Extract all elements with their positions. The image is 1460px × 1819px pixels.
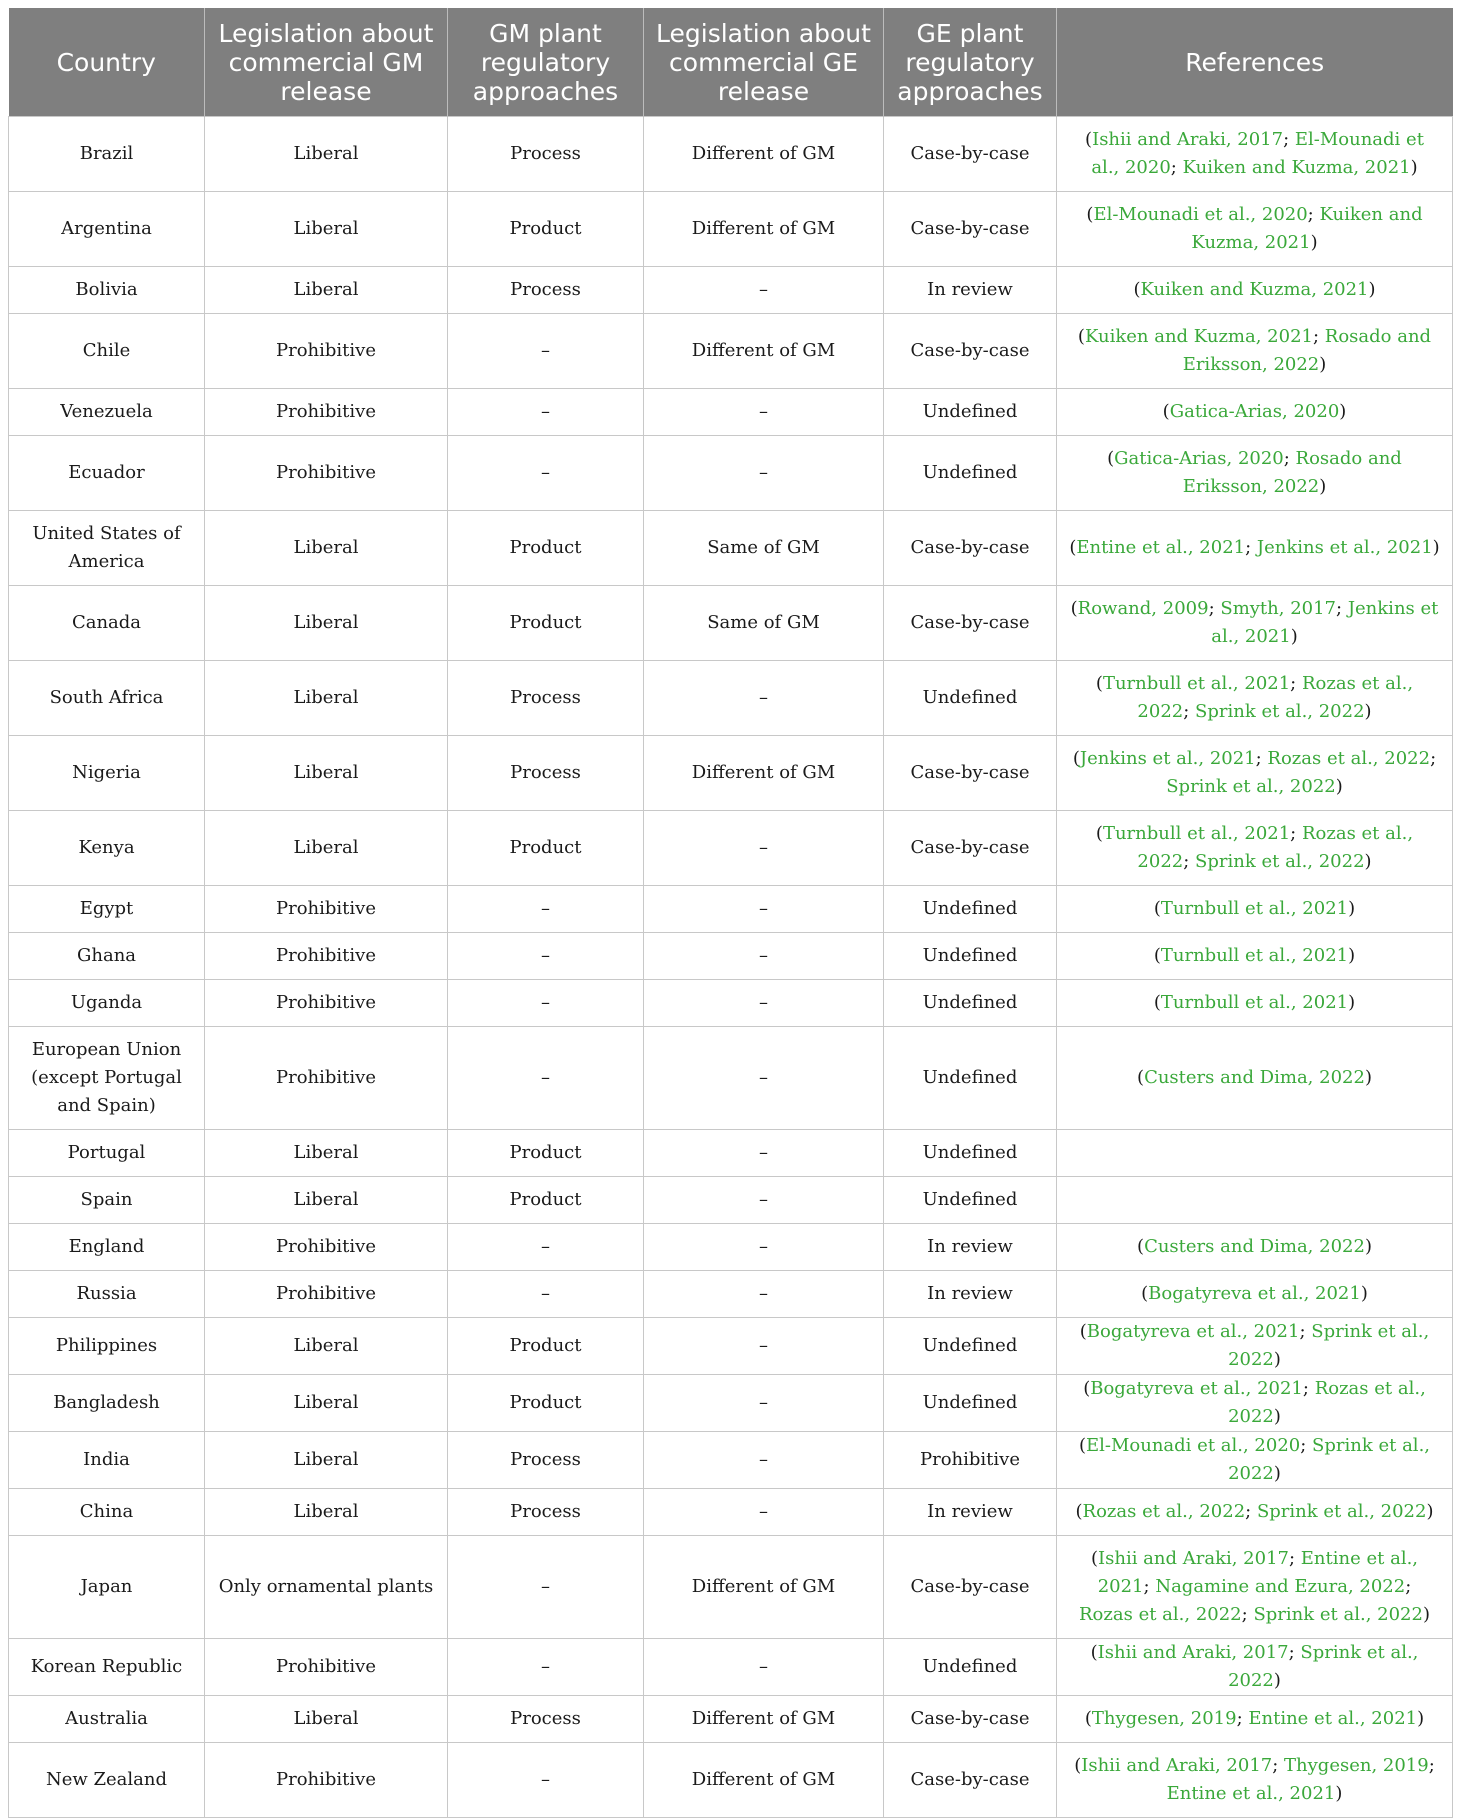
- table-row: [9, 1375, 1453, 1432]
- reference-link[interactable]: Sprink et al., 2022: [1256, 1501, 1427, 1522]
- cell-ge-release: Different of GM: [644, 1743, 884, 1818]
- table-row: [9, 1271, 1453, 1318]
- cell-gm-release: Liberal: [205, 192, 448, 267]
- reference-link[interactable]: Entine et al., 2021: [1097, 1548, 1419, 1597]
- cell-ge-approach: Case-by-case: [884, 736, 1057, 811]
- reference-link[interactable]: Entine et al., 2021: [1166, 1783, 1336, 1804]
- cell-gm-approach: Process: [448, 1489, 644, 1536]
- cell-ge-release: –: [644, 1027, 884, 1130]
- cell-references: (Ishii and Araki, 2017; El-Mounadi et al., 2020; Kuiken and Kuzma, 2021): [1057, 117, 1453, 192]
- cell-gm-approach: –: [448, 314, 644, 389]
- cell-country: Bangladesh: [9, 1375, 205, 1432]
- reference-link[interactable]: El-Mounadi et al., 2020: [1086, 1435, 1301, 1456]
- cell-references: (Bogatyreva et al., 2021; Sprink et al., 2022): [1057, 1318, 1453, 1375]
- table-row: [9, 267, 1453, 314]
- cell-ge-approach: Case-by-case: [884, 586, 1057, 661]
- header-country: Country: [9, 8, 205, 117]
- cell-ge-release: –: [644, 1639, 884, 1696]
- cell-gm-release: Liberal: [205, 1432, 448, 1489]
- cell-country: Spain: [9, 1177, 205, 1224]
- cell-gm-release: Prohibitive: [205, 980, 448, 1027]
- table-row: [9, 811, 1453, 886]
- cell-ge-release: –: [644, 436, 884, 511]
- header-ge-release: Legislation about commercial GE release: [644, 8, 884, 117]
- cell-gm-approach: Product: [448, 1375, 644, 1432]
- reference-link[interactable]: Rozas et al., 2022: [1082, 1501, 1246, 1522]
- reference-link[interactable]: Turnbull et al., 2021: [1102, 823, 1291, 844]
- cell-references: (Ishii and Araki, 2017; Thygesen, 2019; Entine et al., 2021): [1057, 1743, 1453, 1818]
- cell-ge-release: –: [644, 811, 884, 886]
- table-row: [9, 586, 1453, 661]
- cell-ge-approach: Undefined: [884, 1318, 1057, 1375]
- cell-ge-approach: Undefined: [884, 1130, 1057, 1177]
- cell-ge-approach: Undefined: [884, 1639, 1057, 1696]
- cell-country: Korean Republic: [9, 1639, 205, 1696]
- cell-country: Chile: [9, 314, 205, 389]
- cell-ge-release: Different of GM: [644, 314, 884, 389]
- reference-link[interactable]: Kuiken and Kuzma, 2021: [1140, 279, 1369, 300]
- cell-ge-approach: Prohibitive: [884, 1432, 1057, 1489]
- reference-link[interactable]: Jenkins et al., 2021: [1211, 598, 1439, 647]
- cell-ge-approach: Case-by-case: [884, 811, 1057, 886]
- cell-ge-approach: Undefined: [884, 661, 1057, 736]
- cell-references: (Kuiken and Kuzma, 2021): [1057, 267, 1453, 314]
- table-row: [9, 1224, 1453, 1271]
- cell-country: Kenya: [9, 811, 205, 886]
- cell-gm-approach: Product: [448, 811, 644, 886]
- cell-gm-release: Liberal: [205, 117, 448, 192]
- table-row: [9, 1696, 1453, 1743]
- cell-gm-approach: –: [448, 1271, 644, 1318]
- cell-ge-approach: In review: [884, 1271, 1057, 1318]
- reference-link[interactable]: Turnbull et al., 2021: [1102, 673, 1291, 694]
- cell-gm-release: Prohibitive: [205, 1743, 448, 1818]
- cell-gm-release: Prohibitive: [205, 436, 448, 511]
- cell-ge-release: –: [644, 980, 884, 1027]
- cell-ge-release: –: [644, 389, 884, 436]
- cell-gm-release: Liberal: [205, 586, 448, 661]
- cell-gm-approach: –: [448, 1027, 644, 1130]
- reference-link[interactable]: Rozas et al., 2022: [1079, 1604, 1242, 1625]
- cell-gm-approach: –: [448, 389, 644, 436]
- cell-gm-approach: Process: [448, 736, 644, 811]
- reference-link[interactable]: Bogatyreva et al., 2021: [1148, 1283, 1361, 1304]
- cell-gm-approach: –: [448, 1536, 644, 1639]
- cell-country: Philippines: [9, 1318, 205, 1375]
- cell-country: Uganda: [9, 980, 205, 1027]
- cell-references: (Kuiken and Kuzma, 2021; Rosado and Eriksson, 2022): [1057, 314, 1453, 389]
- reference-link[interactable]: Ishii and Araki, 2017: [1092, 129, 1284, 150]
- cell-gm-release: Prohibitive: [205, 389, 448, 436]
- cell-gm-release: Only ornamental plants: [205, 1536, 448, 1639]
- reference-link[interactable]: Custers and Dima, 2022: [1144, 1236, 1365, 1257]
- cell-gm-release: Liberal: [205, 1130, 448, 1177]
- table-row: [9, 736, 1453, 811]
- cell-references: (Turnbull et al., 2021; Rozas et al., 2022; Sprink et al., 2022): [1057, 661, 1453, 736]
- cell-gm-release: Liberal: [205, 1489, 448, 1536]
- cell-country: European Union (except Portugal and Spain): [9, 1027, 205, 1130]
- reference-link[interactable]: Nagamine and Ezura, 2022: [1155, 1576, 1406, 1597]
- cell-references: (El-Mounadi et al., 2020; Kuiken and Kuzma, 2021): [1057, 192, 1453, 267]
- cell-gm-release: Liberal: [205, 267, 448, 314]
- reference-link[interactable]: Rosado and Eriksson, 2022: [1182, 326, 1432, 375]
- cell-gm-approach: Product: [448, 586, 644, 661]
- cell-ge-release: –: [644, 1318, 884, 1375]
- table-row: [9, 389, 1453, 436]
- cell-country: United States of America: [9, 511, 205, 586]
- cell-gm-approach: –: [448, 933, 644, 980]
- cell-gm-release: Prohibitive: [205, 933, 448, 980]
- cell-references: (Ishii and Araki, 2017; Entine et al., 2021; Nagamine and Ezura, 2022; Rozas et al., 2022; Sprink et al., 2022): [1057, 1536, 1453, 1639]
- cell-ge-approach: Case-by-case: [884, 314, 1057, 389]
- cell-country: Bolivia: [9, 267, 205, 314]
- cell-ge-approach: Undefined: [884, 1375, 1057, 1432]
- cell-country: England: [9, 1224, 205, 1271]
- cell-ge-release: Same of GM: [644, 511, 884, 586]
- cell-gm-approach: –: [448, 1224, 644, 1271]
- cell-ge-release: –: [644, 886, 884, 933]
- reference-link[interactable]: El-Mounadi et al., 2020: [1091, 129, 1424, 178]
- cell-ge-release: –: [644, 1177, 884, 1224]
- cell-references: (Thygesen, 2019; Entine et al., 2021): [1057, 1696, 1453, 1743]
- cell-ge-release: –: [644, 1130, 884, 1177]
- table-row: [9, 436, 1453, 511]
- cell-gm-approach: –: [448, 980, 644, 1027]
- reference-link[interactable]: Kuiken and Kuzma, 2021: [1191, 204, 1423, 253]
- cell-ge-approach: Case-by-case: [884, 1743, 1057, 1818]
- cell-ge-approach: In review: [884, 1489, 1057, 1536]
- table-row: [9, 192, 1453, 267]
- table-row: [9, 511, 1453, 586]
- cell-country: Australia: [9, 1696, 205, 1743]
- cell-references: [1057, 1130, 1453, 1177]
- reference-link[interactable]: Gatica-Arias, 2020: [1169, 401, 1340, 422]
- cell-references: (Rozas et al., 2022; Sprink et al., 2022): [1057, 1489, 1453, 1536]
- cell-references: (Turnbull et al., 2021; Rozas et al., 2022; Sprink et al., 2022): [1057, 811, 1453, 886]
- cell-ge-approach: Case-by-case: [884, 511, 1057, 586]
- cell-gm-release: Prohibitive: [205, 1639, 448, 1696]
- reference-link[interactable]: Ishii and Araki, 2017: [1097, 1642, 1289, 1663]
- cell-country: Venezuela: [9, 389, 205, 436]
- cell-gm-approach: Process: [448, 1432, 644, 1489]
- cell-references: (Bogatyreva et al., 2021; Rozas et al., 2022): [1057, 1375, 1453, 1432]
- cell-references: [1057, 1177, 1453, 1224]
- cell-country: Argentina: [9, 192, 205, 267]
- cell-gm-approach: –: [448, 1743, 644, 1818]
- cell-gm-release: Liberal: [205, 736, 448, 811]
- table-row: [9, 1743, 1453, 1818]
- cell-gm-release: Prohibitive: [205, 1224, 448, 1271]
- cell-country: Ecuador: [9, 436, 205, 511]
- cell-ge-release: Different of GM: [644, 1696, 884, 1743]
- cell-references: (Turnbull et al., 2021): [1057, 980, 1453, 1027]
- cell-ge-release: Different of GM: [644, 117, 884, 192]
- reference-link[interactable]: Rozas et al., 2022: [1137, 673, 1414, 722]
- cell-ge-approach: Undefined: [884, 933, 1057, 980]
- reference-link[interactable]: Rozas et al., 2022: [1228, 1378, 1426, 1427]
- cell-ge-release: –: [644, 1432, 884, 1489]
- regulation-table: [8, 8, 1453, 1818]
- table-row: [9, 980, 1453, 1027]
- reference-link[interactable]: Sprink et al., 2022: [1228, 1321, 1430, 1370]
- cell-gm-release: Liberal: [205, 1375, 448, 1432]
- cell-ge-approach: Case-by-case: [884, 1696, 1057, 1743]
- reference-link[interactable]: Turnbull et al., 2021: [1160, 992, 1349, 1013]
- reference-link[interactable]: Thygesen, 2019: [1284, 1755, 1429, 1776]
- cell-gm-release: Liberal: [205, 1318, 448, 1375]
- cell-ge-approach: Case-by-case: [884, 1536, 1057, 1639]
- table-body: [9, 117, 1453, 1818]
- reference-link[interactable]: Sprink et al., 2022: [1228, 1642, 1419, 1691]
- cell-country: New Zealand: [9, 1743, 205, 1818]
- reference-link[interactable]: Rozas et al., 2022: [1137, 823, 1414, 872]
- cell-country: South Africa: [9, 661, 205, 736]
- cell-references: (Custers and Dima, 2022): [1057, 1027, 1453, 1130]
- reference-link[interactable]: Rosado and Eriksson, 2022: [1182, 448, 1402, 497]
- cell-gm-release: Prohibitive: [205, 1027, 448, 1130]
- reference-link[interactable]: Sprink et al., 2022: [1195, 701, 1365, 722]
- table-row: [9, 661, 1453, 736]
- cell-ge-approach: Undefined: [884, 1027, 1057, 1130]
- cell-country: China: [9, 1489, 205, 1536]
- cell-country: Portugal: [9, 1130, 205, 1177]
- table-container: [8, 8, 1452, 1818]
- cell-ge-approach: Case-by-case: [884, 192, 1057, 267]
- cell-country: Japan: [9, 1536, 205, 1639]
- cell-country: Ghana: [9, 933, 205, 980]
- table-row: [9, 1027, 1453, 1130]
- reference-link[interactable]: Kuiken and Kuzma, 2021: [1084, 326, 1313, 347]
- reference-link[interactable]: Bogatyreva et al., 2021: [1090, 1378, 1303, 1399]
- cell-gm-approach: Product: [448, 1130, 644, 1177]
- cell-ge-release: –: [644, 1224, 884, 1271]
- cell-country: India: [9, 1432, 205, 1489]
- reference-link[interactable]: Sprink et al., 2022: [1228, 1435, 1431, 1484]
- cell-ge-release: –: [644, 1375, 884, 1432]
- cell-country: Nigeria: [9, 736, 205, 811]
- table-row: [9, 1536, 1453, 1639]
- cell-ge-approach: In review: [884, 267, 1057, 314]
- reference-link[interactable]: Kuiken and Kuzma, 2021: [1182, 157, 1411, 178]
- table-row: [9, 1432, 1453, 1489]
- cell-ge-release: Different of GM: [644, 192, 884, 267]
- cell-gm-approach: –: [448, 436, 644, 511]
- cell-gm-approach: Product: [448, 511, 644, 586]
- reference-link[interactable]: Sprink et al., 2022: [1195, 851, 1365, 872]
- reference-link[interactable]: Ishii and Araki, 2017: [1098, 1548, 1289, 1569]
- reference-link[interactable]: Thygesen, 2019: [1091, 1708, 1237, 1729]
- reference-link[interactable]: Jenkins et al., 2021: [1256, 537, 1433, 558]
- cell-gm-release: Prohibitive: [205, 1271, 448, 1318]
- cell-references: (Custers and Dima, 2022): [1057, 1224, 1453, 1271]
- reference-link[interactable]: Turnbull et al., 2021: [1160, 898, 1349, 919]
- cell-ge-release: –: [644, 267, 884, 314]
- table-row: [9, 886, 1453, 933]
- cell-references: (Bogatyreva et al., 2021): [1057, 1271, 1453, 1318]
- cell-ge-approach: In review: [884, 1224, 1057, 1271]
- cell-gm-approach: –: [448, 1639, 644, 1696]
- reference-link[interactable]: Rowand, 2009: [1077, 598, 1209, 619]
- cell-gm-approach: Product: [448, 1318, 644, 1375]
- table-row: [9, 1318, 1453, 1375]
- cell-gm-approach: –: [448, 886, 644, 933]
- cell-ge-release: –: [644, 1489, 884, 1536]
- header-gm-approach: GM plant regulatory approaches: [448, 8, 644, 117]
- table-row: [9, 1130, 1453, 1177]
- cell-country: Brazil: [9, 117, 205, 192]
- cell-ge-release: –: [644, 661, 884, 736]
- reference-link[interactable]: Sprink et al., 2022: [1253, 1604, 1423, 1625]
- reference-link[interactable]: Rozas et al., 2022: [1267, 748, 1431, 769]
- header-references: References: [1057, 8, 1453, 117]
- reference-link[interactable]: Entine et al., 2021: [1076, 537, 1246, 558]
- table-row: [9, 1489, 1453, 1536]
- reference-link[interactable]: Turnbull et al., 2021: [1160, 945, 1349, 966]
- header-row: [9, 8, 1453, 117]
- cell-country: Egypt: [9, 886, 205, 933]
- cell-gm-approach: Product: [448, 192, 644, 267]
- table-row: [9, 117, 1453, 192]
- cell-gm-approach: Process: [448, 117, 644, 192]
- cell-references: (Ishii and Araki, 2017; Sprink et al., 2022): [1057, 1639, 1453, 1696]
- cell-references: (Turnbull et al., 2021): [1057, 933, 1453, 980]
- cell-ge-approach: Undefined: [884, 980, 1057, 1027]
- cell-ge-approach: Case-by-case: [884, 117, 1057, 192]
- reference-link[interactable]: Gatica-Arias, 2020: [1114, 448, 1284, 469]
- reference-link[interactable]: Ishii and Araki, 2017: [1081, 1755, 1273, 1776]
- cell-ge-approach: Undefined: [884, 436, 1057, 511]
- reference-link[interactable]: Bogatyreva et al., 2021: [1086, 1321, 1300, 1342]
- cell-references: (Turnbull et al., 2021): [1057, 886, 1453, 933]
- table-row: [9, 1639, 1453, 1696]
- reference-link[interactable]: Custers and Dima, 2022: [1144, 1067, 1365, 1088]
- cell-references: (Entine et al., 2021; Jenkins et al., 2021): [1057, 511, 1453, 586]
- reference-link[interactable]: El-Mounadi et al., 2020: [1093, 204, 1308, 225]
- header-ge-approach: GE plant regulatory approaches: [884, 8, 1057, 117]
- cell-ge-release: Different of GM: [644, 1536, 884, 1639]
- table-row: [9, 933, 1453, 980]
- cell-references: (Rowand, 2009; Smyth, 2017; Jenkins et al., 2021): [1057, 586, 1453, 661]
- cell-gm-approach: Product: [448, 1177, 644, 1224]
- reference-link[interactable]: Sprink et al., 2022: [1166, 776, 1336, 797]
- cell-references: (Gatica-Arias, 2020; Rosado and Eriksson, 2022): [1057, 436, 1453, 511]
- reference-link[interactable]: Smyth, 2017: [1220, 598, 1337, 619]
- cell-ge-release: –: [644, 1271, 884, 1318]
- cell-ge-approach: Undefined: [884, 886, 1057, 933]
- cell-ge-release: –: [644, 933, 884, 980]
- cell-references: (Gatica-Arias, 2020): [1057, 389, 1453, 436]
- reference-link[interactable]: Entine et al., 2021: [1248, 1708, 1418, 1729]
- table-row: [9, 314, 1453, 389]
- cell-country: Russia: [9, 1271, 205, 1318]
- cell-gm-release: Liberal: [205, 811, 448, 886]
- cell-ge-release: Same of GM: [644, 586, 884, 661]
- cell-gm-release: Prohibitive: [205, 314, 448, 389]
- cell-ge-approach: Undefined: [884, 1177, 1057, 1224]
- header-gm-release: Legislation about commercial GM release: [205, 8, 448, 117]
- cell-references: (El-Mounadi et al., 2020; Sprink et al., 2022): [1057, 1432, 1453, 1489]
- reference-link[interactable]: Jenkins et al., 2021: [1079, 748, 1256, 769]
- cell-gm-approach: Process: [448, 661, 644, 736]
- cell-gm-release: Liberal: [205, 1177, 448, 1224]
- cell-gm-approach: Process: [448, 267, 644, 314]
- cell-gm-release: Liberal: [205, 661, 448, 736]
- cell-gm-approach: Process: [448, 1696, 644, 1743]
- cell-ge-approach: Undefined: [884, 389, 1057, 436]
- cell-ge-release: Different of GM: [644, 736, 884, 811]
- cell-references: (Jenkins et al., 2021; Rozas et al., 2022; Sprink et al., 2022): [1057, 736, 1453, 811]
- cell-gm-release: Liberal: [205, 511, 448, 586]
- cell-country: Canada: [9, 586, 205, 661]
- table-row: [9, 1177, 1453, 1224]
- cell-gm-release: Liberal: [205, 1696, 448, 1743]
- cell-gm-release: Prohibitive: [205, 886, 448, 933]
